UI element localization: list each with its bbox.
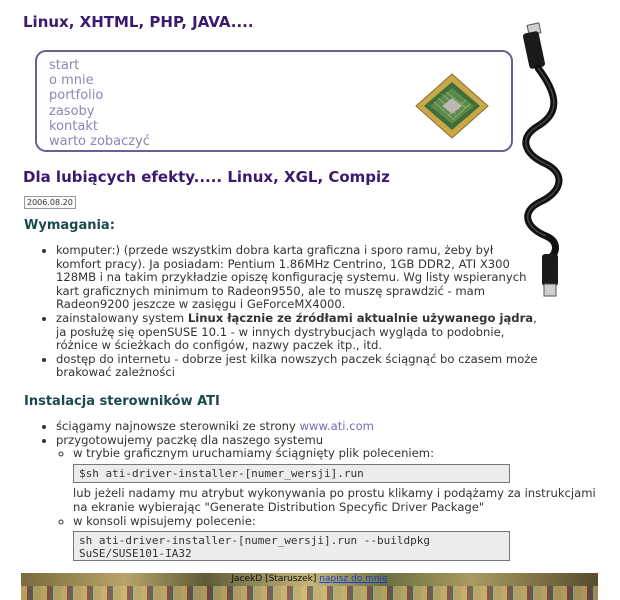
navigation-menu [35,50,513,152]
list-item-text: , ja posłużę się openSUSE 10.1 - w innych dystrybucjach wygląda to podobnie, różnice w ścieżkach do configów, nazwy paczek itp., itd. [56,310,537,353]
footer-background [21,586,598,600]
list-item [73,447,596,514]
list-item [56,434,596,562]
list-item: • dostęp do internetu - dobrze jest kilka nowszych paczek ściągnąć bo czasem może brakować zależności [56,353,538,380]
code-block: $sh ati-driver-installer-[numer_wersji].run [73,464,510,484]
contact-link[interactable]: napisz do mnie [319,574,388,584]
list-item-text: w konsoli wpisujemy polecenie: [73,513,256,528]
list-item-text: w trybie graficznym uruchamiamy ściągnięty plik poleceniem: [73,446,434,461]
paragraph: lub jeżeli nadamy mu atrybut wykonywania po prostu klikamy i podążamy za instrukcjami na ekranie wybierając "Generate Distribution Specyfic Driver Package" [73,486,596,514]
footer [21,573,598,600]
sub-list [56,447,596,561]
cpu-image [412,66,492,146]
install-list [40,420,596,565]
install-heading: Instalacja sterowników ATI [24,394,220,409]
ati-link[interactable]: www.ati.com [299,419,374,433]
nav-list [49,58,150,149]
requirements-list [40,244,538,380]
nav-item-kontakt[interactable]: kontakt [49,118,98,134]
nav-item-warto-zobaczyc[interactable]: warto zobaczyć [49,134,150,150]
site-title: Linux, XHTML, PHP, JAVA.... [23,13,254,31]
requirements-heading: Wymagania: [24,218,115,233]
emphasis-text: Linux łącznie ze źródłami aktualnie używanego jądra [187,310,534,325]
post-title: Dla lubiących efekty..... Linux, XGL, Compiz [23,168,390,186]
nav-item-zasoby[interactable]: zasoby [49,103,95,119]
list-item [73,515,596,562]
nav-item-portfolio[interactable]: portfolio [49,88,104,104]
list-item [56,312,538,353]
nav-item-o-mnie[interactable]: o mnie [49,73,94,89]
nav-item-start[interactable]: start [49,58,80,73]
footer-author: JacekD [Staruszek] [231,574,317,584]
post-date: 2006.08.20 [24,196,76,209]
code-block: sh ati-driver-installer-[numer_wersji].run --buildpkg SuSE/SUSE101-IA32 [73,531,510,561]
list-item: • komputer:) (przede wszystkim dobra karta graficzna i sporo ramu, żeby był komfort pracy). Ja posiadam: Pentium 1.86MHz Centrino, 1GB DDR2, ATI X300 128MB i na takim przykładzie opiszę konfigurację systemu. Wg listy wspieranych kart graficznych minimum to Radeon9550, ale to muszę sprawdzić - mam Radeon9200 jeszcze w zasięgu i GeForceMX4000. [56,244,538,312]
list-item-text: przygotowujemy paczkę dla naszego systemu [56,432,324,447]
list-item-text: zainstalowany system [56,310,188,325]
list-item-text: ściągamy najnowsze sterowniki ze strony [56,419,300,433]
footer-text [21,574,598,584]
list-item [56,420,596,434]
